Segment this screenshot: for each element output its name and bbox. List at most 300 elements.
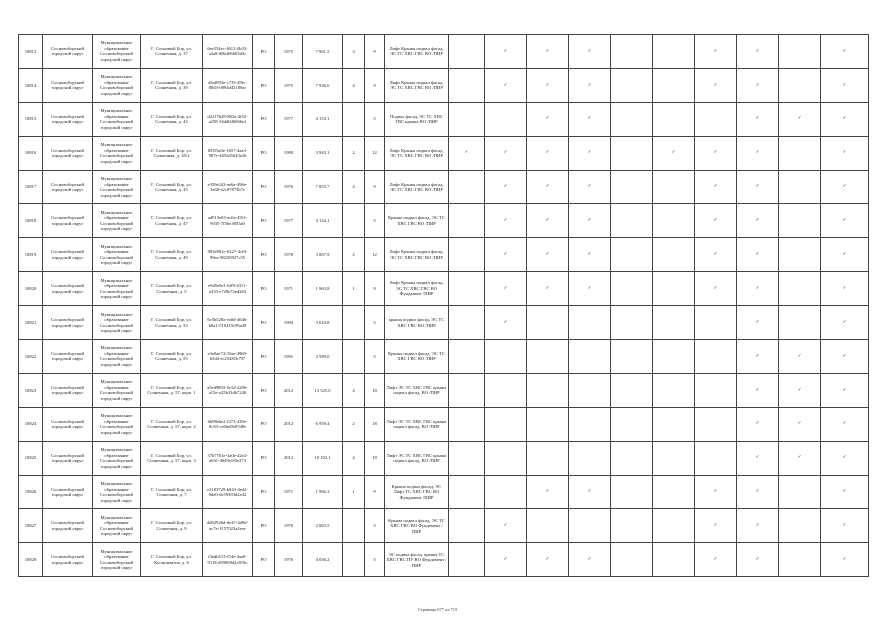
check-mark-icon: ✓	[821, 373, 869, 407]
entrances-cell	[343, 340, 365, 374]
house-guid-cell: 69f55a0e-1657-4aa3-987e-4492d5643e26	[203, 136, 253, 170]
row-id-cell: 10818	[19, 204, 43, 238]
empty-cell	[449, 543, 485, 577]
table-row	[19, 136, 869, 170]
empty-cell	[611, 441, 653, 475]
check-mark-icon: ✓	[695, 68, 737, 102]
municipality-cell: Сосновоборский городской округ	[43, 475, 93, 509]
empty-cell	[653, 306, 695, 340]
check-mark-icon: ✓	[569, 35, 611, 69]
empty-cell	[611, 306, 653, 340]
operator-cell: РО	[253, 407, 275, 441]
empty-cell	[449, 68, 485, 102]
empty-cell	[779, 306, 821, 340]
check-mark-icon: ✓	[695, 136, 737, 170]
row-id-cell: 10825	[19, 441, 43, 475]
row-id-cell: 10821	[19, 306, 43, 340]
check-mark-icon: ✓	[569, 102, 611, 136]
check-mark-icon: ✓	[779, 441, 821, 475]
table-row	[19, 272, 869, 306]
total-area-cell: 6 959,4	[303, 407, 343, 441]
operator-cell: РО	[253, 35, 275, 69]
municipal-formation-cell: Муниципальное образование Сосновоборский городской округ	[93, 475, 141, 509]
empty-cell	[653, 238, 695, 272]
works-list-cell: Крыша подвал фасад, ЭС ТС ХВС ГВС ВО /ПИР	[385, 204, 449, 238]
empty-cell	[779, 238, 821, 272]
check-mark-icon: ✓	[485, 170, 527, 204]
total-area-cell: 7 855,7	[303, 170, 343, 204]
municipal-formation-cell: Муниципальное образование Сосновоборский городской округ	[93, 272, 141, 306]
row-id-cell: 10813	[19, 35, 43, 69]
check-mark-icon: ✓	[737, 102, 779, 136]
check-mark-icon: ✓	[737, 441, 779, 475]
build-year-cell: 1991	[275, 340, 303, 374]
entrances-cell: 4	[343, 441, 365, 475]
empty-cell	[449, 170, 485, 204]
empty-cell	[569, 509, 611, 543]
check-mark-icon: ✓	[569, 543, 611, 577]
floors-cell: 18	[365, 373, 385, 407]
build-year-cell: 1971	[275, 272, 303, 306]
entrances-cell: 2	[343, 136, 365, 170]
empty-cell	[449, 441, 485, 475]
check-mark-icon: ✓	[821, 509, 869, 543]
address-cell: Г. Сосновый Бор, ул. Солнечная, д. 49	[141, 238, 203, 272]
empty-cell	[779, 475, 821, 509]
empty-cell	[611, 407, 653, 441]
check-mark-icon: ✓	[695, 272, 737, 306]
entrances-cell: 1	[343, 475, 365, 509]
address-cell: Г. Сосновый Бор, ул. Солнечная, д. 5	[141, 272, 203, 306]
entrances-cell: 2	[343, 407, 365, 441]
empty-cell	[653, 543, 695, 577]
entrances-cell: 1	[343, 272, 365, 306]
municipality-cell: Сосновоборский городской округ	[43, 306, 93, 340]
build-year-cell: 1975	[275, 35, 303, 69]
empty-cell	[695, 373, 737, 407]
check-mark-icon: ✓	[737, 68, 779, 102]
empty-cell	[611, 102, 653, 136]
house-guid-cell: 6c5b528a-ea0d-464b-b8a1-519419c99a49	[203, 306, 253, 340]
row-id-cell: 10815	[19, 102, 43, 136]
check-mark-icon: ✓	[821, 136, 869, 170]
empty-cell	[611, 68, 653, 102]
entrances-cell	[343, 543, 365, 577]
row-id-cell: 10824	[19, 407, 43, 441]
operator-cell: РО	[253, 441, 275, 475]
build-year-cell: 1977	[275, 102, 303, 136]
row-id-cell: 10816	[19, 136, 43, 170]
build-year-cell: 1976	[275, 170, 303, 204]
build-year-cell: 1994	[275, 306, 303, 340]
house-guid-cell: ad913e63-ac6e-491f-9035-7f56e3855a0	[203, 204, 253, 238]
table-body	[19, 35, 869, 577]
row-id-cell: 10820	[19, 272, 43, 306]
works-list-cell: Лифт ЭС ТС ХВС ГВС крыша подвал фасад, ВО /ПИР	[385, 373, 449, 407]
row-id-cell: 10822	[19, 340, 43, 374]
works-list-cell: Лифт Крыша подвал фасад, ЭС ТС ХВС ГВС ВО /ПИР	[385, 35, 449, 69]
empty-cell	[569, 373, 611, 407]
check-mark-icon: ✓	[485, 272, 527, 306]
house-guid-cell: 37b7761e-3a0e-42e2-a041-4649e1f0e273	[203, 441, 253, 475]
check-mark-icon: ✓	[485, 306, 527, 340]
municipality-cell: Сосновоборский городской округ	[43, 509, 93, 543]
build-year-cell: 1970	[275, 509, 303, 543]
table-row	[19, 441, 869, 475]
house-guid-cell: 983e881e-6227-4cf0-99ea-98250927c55	[203, 238, 253, 272]
municipality-cell: Сосновоборский городской округ	[43, 170, 93, 204]
municipal-formation-cell: Муниципальное образование Сосновоборский городской округ	[93, 340, 141, 374]
municipality-cell: Сосновоборский городской округ	[43, 68, 93, 102]
empty-cell	[653, 340, 695, 374]
empty-cell	[449, 204, 485, 238]
works-list-cell: Крыша подвал фасад, ЭС Лифт ТС ХВС ГВС ВО Фундамент /ПИР	[385, 475, 449, 509]
table-row	[19, 407, 869, 441]
check-mark-icon: ✓	[821, 441, 869, 475]
row-id-cell: 10817	[19, 170, 43, 204]
entrances-cell: 4	[343, 68, 365, 102]
check-mark-icon: ✓	[527, 272, 569, 306]
check-mark-icon: ✓	[569, 238, 611, 272]
check-mark-icon: ✓	[485, 543, 527, 577]
operator-cell: РО	[253, 373, 275, 407]
municipality-cell: Сосновоборский городской округ	[43, 407, 93, 441]
empty-cell	[449, 272, 485, 306]
municipal-formation-cell: Муниципальное образование Сосновоборский городской округ	[93, 509, 141, 543]
total-area-cell: 3 589,0	[303, 340, 343, 374]
empty-cell	[779, 170, 821, 204]
total-area-cell: 4 134,1	[303, 204, 343, 238]
empty-cell	[449, 340, 485, 374]
floors-cell: 12	[365, 136, 385, 170]
empty-cell	[779, 136, 821, 170]
address-cell: Г. Сосновый Бор, ул. Солнечная, д. 55	[141, 340, 203, 374]
check-mark-icon: ✓	[527, 204, 569, 238]
works-list-cell: Лифт ЭС ТС ХВС ГВС крыша подвал фасад, ВО /ПИР	[385, 441, 449, 475]
entrances-cell	[343, 102, 365, 136]
register-table	[18, 34, 869, 577]
check-mark-icon: ✓	[821, 475, 869, 509]
total-area-cell: 1 963,8	[303, 272, 343, 306]
empty-cell	[611, 543, 653, 577]
municipal-formation-cell: Муниципальное образование Сосновоборский городской округ	[93, 373, 141, 407]
check-mark-icon: ✓	[695, 509, 737, 543]
address-cell: Г. Сосновый Бор, ул. Космонавтов, д. 6	[141, 543, 203, 577]
entrances-cell	[343, 306, 365, 340]
check-mark-icon: ✓	[737, 170, 779, 204]
works-list-cell: Лифт Крыша подвал фасад, ЭС ТС ХВС ГВС ВО /ПИР	[385, 68, 449, 102]
check-mark-icon: ✓	[737, 373, 779, 407]
build-year-cell: 2012	[275, 373, 303, 407]
check-mark-icon: ✓	[821, 204, 869, 238]
entrances-cell: 4	[343, 170, 365, 204]
empty-cell	[611, 136, 653, 170]
floors-cell: 18	[365, 407, 385, 441]
check-mark-icon: ✓	[569, 475, 611, 509]
empty-cell	[449, 238, 485, 272]
house-guid-cell: e3183729-b943-4ed2-9de0-dc59393d2e42	[203, 475, 253, 509]
check-mark-icon: ✓	[485, 35, 527, 69]
works-list-cell: Лифт ЭС ТС ХВС ГВС крыша подвал фасад, ВО /ПИР	[385, 407, 449, 441]
works-list-cell: Лифт Крыша подвал фасад, ЭС ТС ХВС ГВС ВО /ПИР	[385, 170, 449, 204]
operator-cell: РО	[253, 238, 275, 272]
check-mark-icon: ✓	[737, 35, 779, 69]
row-id-cell: 10828	[19, 543, 43, 577]
check-mark-icon: ✓	[737, 407, 779, 441]
empty-cell	[449, 306, 485, 340]
build-year-cell: 1978	[275, 238, 303, 272]
check-mark-icon: ✓	[821, 340, 869, 374]
operator-cell: РО	[253, 509, 275, 543]
check-mark-icon: ✓	[569, 170, 611, 204]
operator-cell: РО	[253, 170, 275, 204]
table-row	[19, 509, 869, 543]
check-mark-icon: ✓	[821, 306, 869, 340]
house-guid-cell: a5ed9803-5e1d-4296-a15e-a25b33db7246	[203, 373, 253, 407]
empty-cell	[485, 441, 527, 475]
empty-cell	[527, 306, 569, 340]
empty-cell	[485, 373, 527, 407]
empty-cell	[611, 204, 653, 238]
check-mark-icon: ✓	[821, 68, 869, 102]
check-mark-icon: ✓	[527, 136, 569, 170]
check-mark-icon: ✓	[695, 238, 737, 272]
works-list-cell: крыша подвал фасад, ЭС ТС ХВС ГВС ВО /ПИР	[385, 306, 449, 340]
municipality-cell: Сосновоборский городской округ	[43, 204, 93, 238]
total-area-cell: 7 961,5	[303, 35, 343, 69]
empty-cell	[611, 340, 653, 374]
municipal-formation-cell: Муниципальное образование Сосновоборский городской округ	[93, 204, 141, 238]
entrances-cell: 4	[343, 373, 365, 407]
operator-cell: РО	[253, 475, 275, 509]
empty-cell	[695, 340, 737, 374]
empty-cell	[653, 170, 695, 204]
check-mark-icon: ✓	[527, 35, 569, 69]
floors-cell: 9	[365, 272, 385, 306]
table-row	[19, 373, 869, 407]
floors-cell: 9	[365, 68, 385, 102]
municipality-cell: Сосновоборский городской округ	[43, 340, 93, 374]
empty-cell	[779, 509, 821, 543]
address-cell: Г. Сосновый Бор, ул. Солнечная, д. 45/2	[141, 136, 203, 170]
empty-cell	[779, 543, 821, 577]
check-mark-icon: ✓	[737, 340, 779, 374]
check-mark-icon: ✓	[569, 68, 611, 102]
check-mark-icon: ✓	[695, 204, 737, 238]
address-cell: Г. Сосновый Бор, ул. Солнечная, д. 43	[141, 102, 203, 136]
check-mark-icon: ✓	[737, 204, 779, 238]
house-guid-cell: f3adb513-f54e-4aa0-9118-d59069d2c818c	[203, 543, 253, 577]
municipal-formation-cell: Муниципальное образование Сосновоборский городской округ	[93, 238, 141, 272]
address-cell: Г. Сосновый Бор, ул. Солнечная, д. 39	[141, 68, 203, 102]
check-mark-icon: ✓	[695, 475, 737, 509]
page-footer: Страница 677 из 715	[417, 607, 458, 612]
check-mark-icon: ✓	[737, 475, 779, 509]
address-cell: Г. Сосновый Бор, ул. Солнечная, д. 45	[141, 170, 203, 204]
check-mark-icon: ✓	[779, 102, 821, 136]
table-row	[19, 170, 869, 204]
empty-cell	[449, 509, 485, 543]
empty-cell	[485, 475, 527, 509]
floors-cell: 5	[365, 306, 385, 340]
empty-cell	[449, 35, 485, 69]
municipality-cell: Сосновоборский городской округ	[43, 543, 93, 577]
check-mark-icon: ✓	[695, 35, 737, 69]
operator-cell: РО	[253, 136, 275, 170]
municipal-formation-cell: Муниципальное образование Сосновоборский городской округ	[93, 306, 141, 340]
municipal-formation-cell: Муниципальное образование Сосновоборский городской округ	[93, 170, 141, 204]
empty-cell	[695, 102, 737, 136]
row-id-cell: 10819	[19, 238, 43, 272]
row-id-cell: 10823	[19, 373, 43, 407]
empty-cell	[485, 340, 527, 374]
check-mark-icon: ✓	[485, 238, 527, 272]
house-guid-cell: 6b98ebe2-f273-439e-8c93-ce6be0b07d8e	[203, 407, 253, 441]
check-mark-icon: ✓	[569, 272, 611, 306]
operator-cell: РО	[253, 102, 275, 136]
municipal-formation-cell: Муниципальное образование Сосновоборский городской округ	[93, 543, 141, 577]
empty-cell	[653, 204, 695, 238]
total-area-cell: 10 102,1	[303, 441, 343, 475]
entrances-cell	[343, 204, 365, 238]
municipality-cell: Сосновоборский городской округ	[43, 441, 93, 475]
table-row	[19, 306, 869, 340]
table-row	[19, 543, 869, 577]
operator-cell: РО	[253, 543, 275, 577]
works-list-cell: Лифт Крыша подвал фасад, ЭС ТС ХВС ГВС ВО /ПИР	[385, 238, 449, 272]
row-id-cell: 10826	[19, 475, 43, 509]
empty-cell	[569, 407, 611, 441]
municipality-cell: Сосновоборский городской округ	[43, 272, 93, 306]
floors-cell: 5	[365, 543, 385, 577]
entrances-cell: 3	[343, 35, 365, 69]
empty-cell	[611, 238, 653, 272]
check-mark-icon: ✓	[653, 136, 695, 170]
empty-cell	[779, 68, 821, 102]
floors-cell: 12	[365, 238, 385, 272]
total-area-cell: 4 153,1	[303, 102, 343, 136]
municipality-cell: Сосновоборский городской округ	[43, 35, 93, 69]
works-list-cell: Лифт Крыша подвал фасад, ЭС ТС ХВС ГВС ВО /ПИР	[385, 136, 449, 170]
check-mark-icon: ✓	[821, 543, 869, 577]
floors-cell: 9	[365, 35, 385, 69]
municipality-cell: Сосновоборский городской округ	[43, 102, 93, 136]
check-mark-icon: ✓	[737, 509, 779, 543]
check-mark-icon: ✓	[737, 306, 779, 340]
works-list-cell: Подвал фасад, ЭС ТС ХВС ГВС крыша ВО /ПИР	[385, 102, 449, 136]
works-list-cell: Лифт Крыша подвал фасад, ЭС ТС ХВС ГВС ВО Фундамент /ПИР	[385, 272, 449, 306]
table-row	[19, 238, 869, 272]
house-guid-cell: e9d5e0e1-6ff9-4311-a333-e728e72ed263	[203, 272, 253, 306]
empty-cell	[527, 509, 569, 543]
empty-cell	[449, 407, 485, 441]
empty-cell	[611, 373, 653, 407]
check-mark-icon: ✓	[695, 170, 737, 204]
works-list-cell: ЭС подвал фасад, крыша ТС ХВС ГВС ПУ ВО Фундамент /ПИР	[385, 543, 449, 577]
check-mark-icon: ✓	[737, 136, 779, 170]
house-guid-cell: dd02926d-de47-4d9d-ac7e-3157023a2eee	[203, 509, 253, 543]
empty-cell	[653, 407, 695, 441]
house-guid-cell: e3a0ae74-33ae-4969-b5d4-ec25481b797	[203, 340, 253, 374]
municipal-formation-cell: Муниципальное образование Сосновоборский городской округ	[93, 136, 141, 170]
empty-cell	[449, 475, 485, 509]
check-mark-icon: ✓	[737, 272, 779, 306]
municipal-formation-cell: Муниципальное образование Сосновоборский городской округ	[93, 68, 141, 102]
empty-cell	[695, 441, 737, 475]
municipality-cell: Сосновоборский городской округ	[43, 238, 93, 272]
build-year-cell: 1971	[275, 475, 303, 509]
operator-cell: РО	[253, 272, 275, 306]
empty-cell	[611, 170, 653, 204]
check-mark-icon: ✓	[569, 136, 611, 170]
check-mark-icon: ✓	[821, 102, 869, 136]
address-cell: Г. Сосновый Бор, ул. Солнечная, д. 9	[141, 509, 203, 543]
empty-cell	[695, 306, 737, 340]
floors-cell: 5	[365, 340, 385, 374]
empty-cell	[449, 102, 485, 136]
table-row	[19, 204, 869, 238]
empty-cell	[527, 441, 569, 475]
total-area-cell: 1 966,3	[303, 475, 343, 509]
municipality-cell: Сосновоборский городской округ	[43, 136, 93, 170]
build-year-cell: 1980	[275, 136, 303, 170]
address-cell: Г. Сосновый Бор, ул. Солнечная, д. 57, корп. 2	[141, 407, 203, 441]
table-row	[19, 68, 869, 102]
check-mark-icon: ✓	[779, 407, 821, 441]
check-mark-icon: ✓	[821, 170, 869, 204]
row-id-cell: 10814	[19, 68, 43, 102]
total-area-cell: 7 936,6	[303, 68, 343, 102]
empty-cell	[569, 306, 611, 340]
empty-cell	[653, 373, 695, 407]
total-area-cell: 3 943,1	[303, 136, 343, 170]
check-mark-icon: ✓	[779, 373, 821, 407]
empty-cell	[653, 509, 695, 543]
municipal-formation-cell: Муниципальное образование Сосновоборский городской округ	[93, 102, 141, 136]
check-mark-icon: ✓	[821, 238, 869, 272]
check-mark-icon: ✓	[527, 475, 569, 509]
empty-cell	[485, 407, 527, 441]
empty-cell	[611, 509, 653, 543]
check-mark-icon: ✓	[527, 102, 569, 136]
empty-cell	[527, 373, 569, 407]
address-cell: Г. Сосновый Бор, ул. Солнечная, д. 47	[141, 204, 203, 238]
build-year-cell: 1977	[275, 204, 303, 238]
check-mark-icon: ✓	[821, 35, 869, 69]
address-cell: Г. Сосновый Бор, ул. Солнечная, д. 57, корп. 3	[141, 441, 203, 475]
empty-cell	[611, 475, 653, 509]
operator-cell: РО	[253, 306, 275, 340]
table-row	[19, 475, 869, 509]
floors-cell: 9	[365, 170, 385, 204]
municipal-formation-cell: Муниципальное образование Сосновоборский городской округ	[93, 35, 141, 69]
empty-cell	[569, 441, 611, 475]
total-area-cell: 3 867,9	[303, 238, 343, 272]
check-mark-icon: ✓	[527, 238, 569, 272]
table-row	[19, 340, 869, 374]
empty-cell	[653, 68, 695, 102]
operator-cell: РО	[253, 68, 275, 102]
check-mark-icon: ✓	[485, 68, 527, 102]
empty-cell	[779, 204, 821, 238]
empty-cell	[449, 373, 485, 407]
check-mark-icon: ✓	[821, 272, 869, 306]
house-guid-cell: d2317b28-883a-4f52-a258-34dd0d6066e2	[203, 102, 253, 136]
check-mark-icon: ✓	[737, 238, 779, 272]
check-mark-icon: ✓	[821, 407, 869, 441]
check-mark-icon: ✓	[527, 68, 569, 102]
check-mark-icon: ✓	[569, 204, 611, 238]
